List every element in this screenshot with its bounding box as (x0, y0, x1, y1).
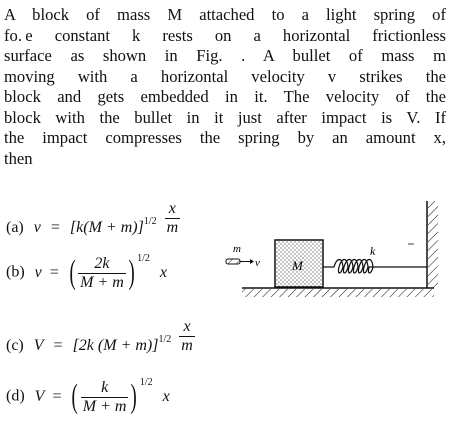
option-tail: x (159, 263, 168, 281)
option-lhs: V (34, 387, 45, 405)
option-lhs: v (33, 219, 41, 237)
question-line: moving with a horizontal velocity v strikes the (4, 66, 446, 86)
velocity-label: v (255, 257, 260, 269)
option-equals: = (53, 337, 63, 355)
fraction-denominator: m (181, 337, 193, 354)
option-exponent: 1/2 (139, 376, 153, 388)
spring-block-figure (222, 193, 446, 303)
option-fraction (165, 200, 181, 237)
wall-hatch (428, 201, 438, 288)
right-paren: ) (128, 254, 135, 291)
option-c[interactable] (6, 318, 195, 355)
option-d[interactable] (6, 378, 170, 416)
bullet-label: m (233, 243, 241, 255)
fraction-numerator: x (168, 200, 176, 217)
spring (323, 260, 427, 274)
option-exponent: 1/2 (158, 334, 172, 346)
left-paren: ( (69, 254, 76, 291)
option-fraction (78, 255, 126, 292)
option-label: (a) (6, 219, 24, 237)
option-fraction (179, 318, 195, 355)
bullet (226, 259, 240, 264)
spring-label: k (370, 244, 376, 258)
option-equals: = (52, 387, 62, 405)
right-paren: ) (131, 378, 138, 415)
option-a[interactable] (6, 200, 180, 237)
fraction-numerator: x (183, 318, 191, 335)
block-label: M (292, 258, 303, 273)
question-line: surface as shown in Fig. . A bullet of mass m (4, 46, 446, 65)
fraction-denominator: M + m (82, 397, 127, 415)
option-expression: [k(M + m)] (69, 219, 144, 237)
left-paren: ( (72, 378, 79, 415)
option-expression: [2k (M + m)] (72, 337, 159, 355)
question-line: fo. e constant k rests on a horizontal frictionless (4, 25, 446, 45)
fraction-numerator: k (101, 378, 109, 396)
option-lhs: V (33, 337, 44, 355)
option-label: (c) (6, 337, 24, 355)
fraction-denominator: M + m (80, 273, 124, 291)
option-equals: = (50, 219, 60, 237)
fraction-denominator: m (166, 219, 179, 236)
question-line: A block of mass M attached to a light spring of (4, 5, 446, 24)
question-line: then (4, 148, 33, 168)
fraction-numerator: 2k (94, 254, 110, 272)
option-equals: = (49, 263, 59, 281)
option-fraction (81, 379, 129, 416)
option-exponent: 1/2 (143, 216, 157, 228)
question-line: block with the bullet in it just after impact is V. If (4, 107, 446, 127)
option-lhs: v (34, 263, 42, 281)
arrow-head-icon (250, 259, 254, 264)
option-label: (b) (6, 263, 25, 281)
floor-hatch (242, 289, 434, 297)
option-label: (d) (6, 387, 25, 405)
question-text (4, 5, 446, 169)
question-line: block and gets embedded in it. The velocity of the (4, 87, 446, 106)
option-exponent: 1/2 (137, 252, 150, 264)
question-line: the impact compresses the spring by an amount x, (4, 128, 446, 147)
option-tail: x (162, 387, 170, 405)
option-b[interactable] (6, 254, 167, 292)
